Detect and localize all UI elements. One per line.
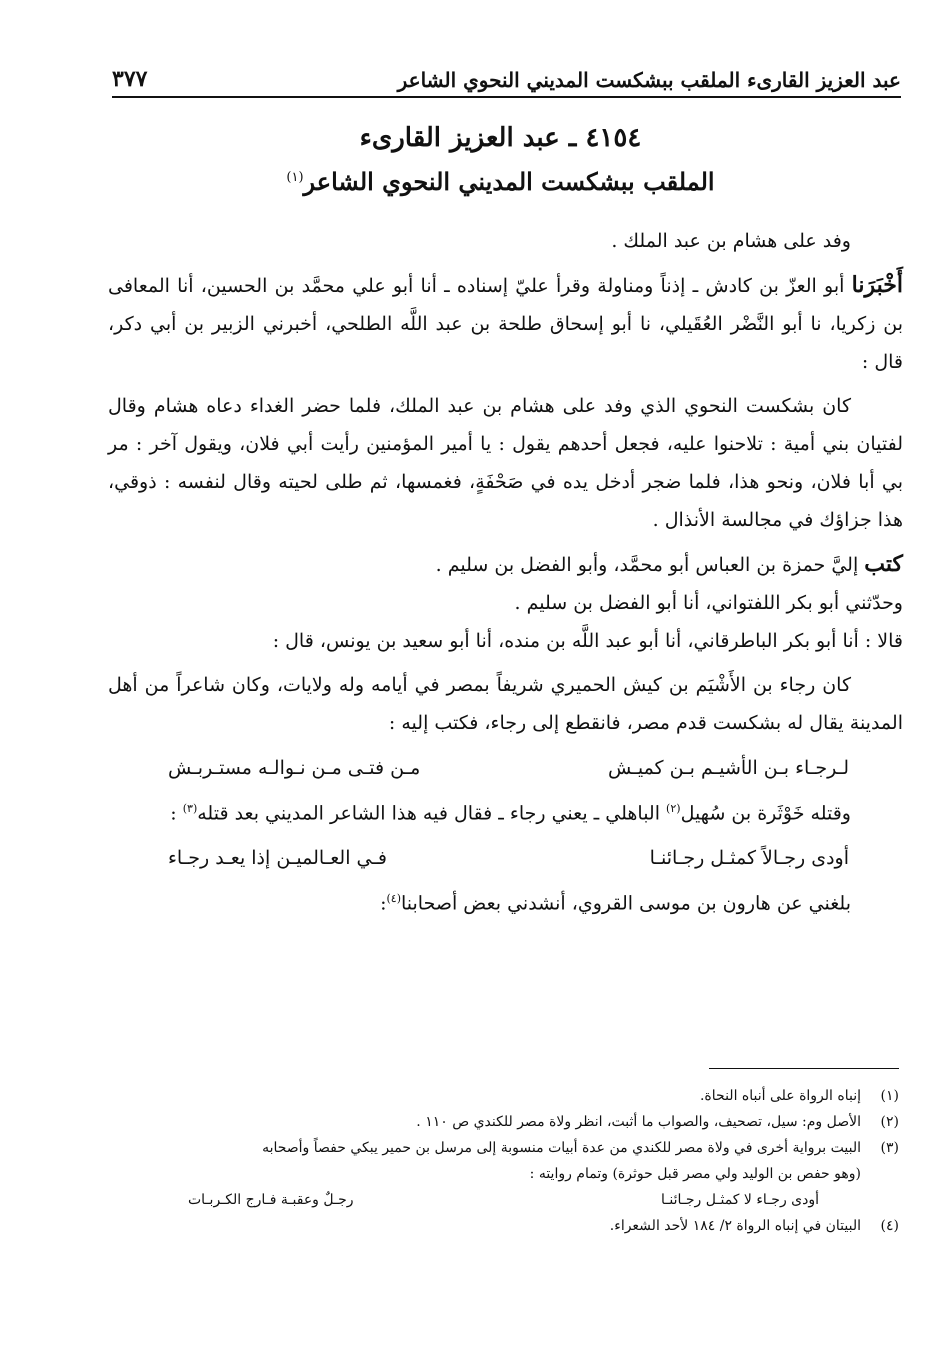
footnote-ref-3[interactable]: (٣) xyxy=(182,802,198,815)
paragraph-8-text-a: وقتله خَوْثَرة بن سُهيل xyxy=(680,802,851,825)
page-number: ٣٧٧ xyxy=(112,66,148,92)
paragraph-9 xyxy=(108,880,903,922)
entry-subtitle-text: الملقب ببشكست المديني النحوي الشاعر xyxy=(303,167,715,196)
keyword-akhbarana: أَخْبَرَنا xyxy=(851,272,903,298)
verse-2-second-hemistich: فـي العـالميـن إذا يعـد رجـاء xyxy=(168,847,387,870)
paragraph-9-end: : xyxy=(380,892,387,915)
paragraph-1: وفد على هشام بن عبد الملك . xyxy=(611,230,851,252)
paragraph-3: كان بشكست النحوي الذي وفد على هشام بن عبد الملك، فلما حضر الغداء دعاه هشام وقال لفتيان بني أمية : تلاحنوا عليه، فجعل أحدهم يقول : يا أمير المؤمنين رأيت أبي فلان، ويقول آخر : مر بي أبا فلان، ونحو هذا، فلما ضجر أدخل يده في صَحْفَةٍ، فغمسها، ثم طلى لحيته وقال لنفسه : ذوقي، هذا جزاؤك في مجالسة الأنذال . xyxy=(108,395,903,531)
footnote-3-number: (٣) xyxy=(880,1140,899,1156)
entry-title: ٤١٥٤ ـ عبد العزيز القارىء xyxy=(359,123,642,153)
paragraph-4 xyxy=(108,545,903,584)
verse-1 xyxy=(108,748,903,788)
footnote-4 xyxy=(108,1213,899,1239)
verse-1-second-hemistich: مـن فتـى مـن نـوالـه مستـربـش xyxy=(168,757,421,779)
paragraph-6: قالا : أنا أبو بكر الباطرقاني، أنا أبو عبد اللَّه بن منده، أنا أبو سعيد بن يونس، قال : xyxy=(272,630,903,652)
verse-1-first-hemistich: لـرجـاء بـن الأشيـم بـن كميـش xyxy=(608,757,849,779)
entry-heading xyxy=(100,118,901,202)
paragraph-5: وحدّثني أبو بكر اللفتواني، أنا أبو الفضل بن سليم . xyxy=(514,592,903,614)
entry-subtitle xyxy=(100,158,901,202)
paragraph-8-text-b: الباهلي ـ يعني رجاء ـ فقال فيه هذا الشاعر المديني بعد قتله xyxy=(197,802,667,825)
paragraph-2-text: أبو العزّ بن كادش ـ إذناً ومناولة وقرأ عليّ إسناده ـ أنا أبو علي محمَّد بن الحسين، أنا المعافى بن زكريا، نا أبو النَّضْر العُقَيلي، نا أبو إسحاق طلحة بن عبد اللَّه الطلحي، أخبرني الزبير بن أبي دكر، قال : xyxy=(108,275,903,373)
footnote-3 xyxy=(108,1135,899,1161)
verse-2 xyxy=(108,838,903,878)
keyword-kataba: كتب xyxy=(864,551,903,577)
footnote-ref-4[interactable]: (٤) xyxy=(386,892,401,906)
footnote-ref-2[interactable]: (٢) xyxy=(666,802,681,815)
footnote-4-number: (٤) xyxy=(880,1218,899,1234)
paragraph-2 xyxy=(108,266,903,381)
paragraph-8 xyxy=(108,790,903,832)
running-head-title: عبد العزيز القارىء الملقب ببشكست المديني النحوي الشاعر xyxy=(397,68,901,92)
footnote-4-text: البيتان في إنباه الرواة ٢/ ١٨٤ لأحد الشعراء. xyxy=(609,1218,861,1234)
paragraph-7: كان رجاء بن الأَشْيَم بن كيش الحميري شريفاً بمصر في أيامه وله ولايات، وكان شاعراً من أهل المدينة يقال له بشكست قدم مصر، فانقطع إلى رجاء، فكتب إليه : xyxy=(108,674,903,734)
footnote-1-text: إنباه الرواة على أنباه النحاة. xyxy=(699,1088,861,1104)
footnote-3-text: البيت برواية أخرى في ولاة مصر للكندي من عدة أبيات منسوبة إلى مرسل بن حمير يبكي حفصاً وأصحابه xyxy=(262,1140,861,1156)
footnote-1-number: (١) xyxy=(880,1088,899,1104)
footnote-3-verse-first: أودى رجـاء لا كمثـل رجـائنـا xyxy=(661,1192,819,1208)
verse-2-first-hemistich: أودى رجـالاً كمثـل رجـائنـا xyxy=(649,847,849,870)
paragraph-9-text: بلغني عن هارون بن موسى القروي، أنشدني بعض أصحابنا xyxy=(400,892,851,915)
footnote-3-continuation: (وهو حفص بن الوليد ولي مصر قبل حوثرة) وتمام روايته : xyxy=(529,1166,861,1182)
footnote-2 xyxy=(108,1109,899,1135)
footnote-1 xyxy=(108,1083,899,1109)
footnote-3-verse-second: رجـلٌ وعقبـة فـارج الكـربـات xyxy=(188,1192,354,1208)
running-head xyxy=(112,52,901,98)
paragraph-4-text: إليَّ حمزة بن العباس أبو محمَّد، وأبو الفضل بن سليم . xyxy=(435,554,865,576)
footnote-divider xyxy=(709,1068,899,1069)
body-text xyxy=(108,222,903,923)
footnote-3-verse xyxy=(108,1187,899,1213)
footnote-ref-1[interactable]: (١) xyxy=(286,170,304,185)
footnote-2-number: (٢) xyxy=(880,1114,899,1130)
footnotes xyxy=(108,1068,899,1239)
paragraph-8-text-c: : xyxy=(170,802,183,825)
footnote-2-text: الأصل وم: سيل، تصحيف، والصواب ما أثبت، انظر ولاة مصر للكندي ص ١١٠ . xyxy=(416,1114,861,1130)
